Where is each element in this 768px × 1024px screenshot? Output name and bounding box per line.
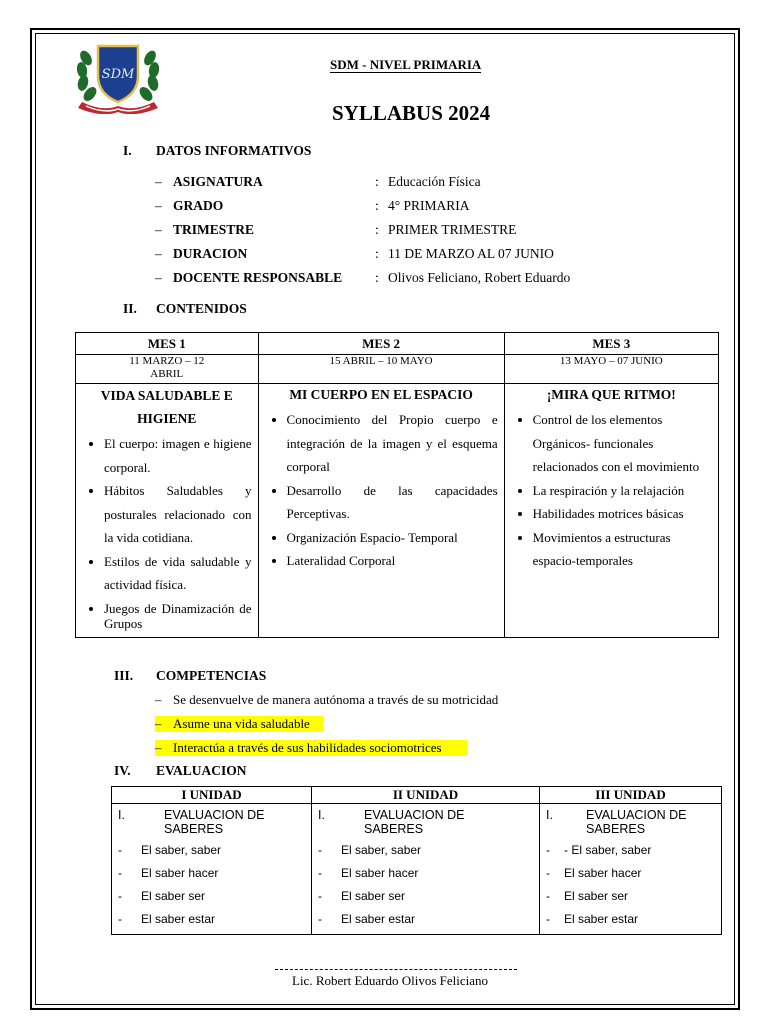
signature-name: Lic. Robert Eduardo Olivos Feliciano (292, 973, 489, 988)
ev-text: El saber estar (341, 912, 416, 926)
ev-item (312, 888, 539, 911)
list-item: • Movimientos a estructuras espacio-temporales (533, 526, 702, 573)
school-header: SDM - NIVEL PRIMARIA (330, 57, 482, 72)
list-item: • Juegos de Dinamización de Grupos (104, 601, 252, 631)
ev-text: El saber, saber (341, 843, 422, 857)
mes-items (505, 408, 718, 573)
ev-dash: - (118, 889, 122, 903)
info-key: GRADO (173, 198, 224, 213)
evaluacion-heading (312, 808, 539, 842)
info-dash: – (155, 270, 162, 285)
list-item: • Estilos de vida saludable y actividad física. (104, 550, 252, 597)
section-label: CONTENIDOS (156, 301, 247, 316)
info-colon: : (375, 174, 379, 189)
page-title: SYLLABUS 2024 (332, 101, 491, 125)
ev-dash: - (318, 866, 322, 880)
ev-dash: - (118, 843, 122, 857)
list-item: • La respiración y la relajación (533, 479, 702, 503)
mes-items (259, 408, 504, 573)
evaluacion-table (111, 786, 722, 935)
ev-item (540, 865, 721, 888)
ev-dash: - (118, 866, 122, 880)
mes-header: MES 3 (504, 333, 718, 355)
ev-item (312, 865, 539, 888)
competencia-item-highlighted (155, 740, 467, 756)
ev-item (312, 911, 539, 934)
ev-number: I. (546, 808, 553, 822)
ev-item (540, 842, 721, 865)
ev-item (112, 911, 311, 934)
ev-dash: - (546, 843, 550, 857)
mes-topic-title: MI CUERPO EN EL ESPACIO (289, 387, 473, 402)
competencia-item-highlighted (155, 716, 323, 732)
section-number: I. (123, 143, 132, 158)
info-value: Olivos Feliciano, Robert Eduardo (388, 270, 571, 285)
ev-dash: - (318, 843, 322, 857)
unidad-header: II UNIDAD (312, 787, 540, 804)
mes-dates: 15 ABRIL – 10 MAYO (258, 355, 504, 384)
section-number: III. (114, 668, 134, 683)
ev-text: El saber ser (141, 889, 206, 903)
ev-title: EVALUACION DE SABERES (586, 808, 687, 836)
info-colon: : (375, 270, 379, 285)
info-key: DURACION (173, 246, 248, 261)
ev-dash: - (546, 866, 550, 880)
info-value: 11 DE MARZO AL 07 JUNIO (388, 246, 554, 261)
ev-number: I. (118, 808, 125, 822)
section-number: II. (123, 301, 137, 316)
info-dash: – (155, 246, 162, 261)
mes-dates (76, 355, 259, 384)
mes-items (76, 432, 258, 631)
info-dash: – (155, 222, 162, 237)
info-value: Educación Física (388, 174, 481, 189)
unidad-content (112, 804, 312, 935)
info-key: TRIMESTRE (173, 222, 255, 237)
ev-text: El saber hacer (341, 866, 419, 880)
ev-title: EVALUACION DE SABERES (364, 808, 465, 836)
competencia-dash: – (155, 716, 162, 731)
signature-line (275, 969, 517, 970)
info-key: DOCENTE RESPONSABLE (173, 270, 343, 285)
ev-dash: - (318, 912, 322, 926)
info-colon: : (375, 246, 379, 261)
ev-text: El saber estar (141, 912, 216, 926)
list-item: • Desarrollo de las capacidades Perceptivas. (287, 479, 498, 526)
competencia-text: Interactúa a través de sus habilidades sociomotrices (173, 740, 442, 755)
list-item: • El cuerpo: imagen e higiene corporal. (104, 432, 252, 479)
mes-dates-text: 11 MARZO – 12 ABRIL (129, 355, 205, 380)
evaluacion-heading (540, 808, 721, 842)
ev-dash: - (546, 889, 550, 903)
ev-item (540, 911, 721, 934)
ev-dash: - (118, 912, 122, 926)
ev-text: El saber hacer (141, 866, 219, 880)
list-item: • Control de los elementos Orgánicos- funcionales relacionados con el movimiento (533, 408, 702, 479)
ev-text: - El saber, saber (564, 843, 652, 857)
ev-item (112, 888, 311, 911)
mes-topic-title: VIDA SALUDABLE E HIGIENE (100, 388, 233, 426)
info-dash: – (155, 174, 162, 189)
mes-header: MES 1 (76, 333, 259, 355)
school-logo (72, 40, 164, 114)
mes-dates: 13 MAYO – 07 JUNIO (504, 355, 718, 384)
svg-text:SDM: SDM (101, 67, 135, 82)
mes-header: MES 2 (258, 333, 504, 355)
ev-dash: - (546, 912, 550, 926)
ev-item (112, 865, 311, 888)
list-item: • Conocimiento del Propio cuerpo e integración de la imagen y el esquema corporal (287, 408, 498, 479)
list-item: • Lateralidad Corporal (287, 549, 498, 573)
ev-item (540, 888, 721, 911)
list-item: • Habilidades motrices básicas (533, 502, 702, 526)
info-key: ASIGNATURA (173, 174, 263, 189)
mes-content (76, 384, 259, 638)
competencia-text: Se desenvuelve de manera autónoma a través de su motricidad (173, 692, 499, 707)
info-value: 4° PRIMARIA (388, 198, 470, 213)
ev-number: I. (318, 808, 325, 822)
mes-topic-title: ¡MIRA QUE RITMO! (546, 387, 676, 402)
ev-text: El saber, saber (141, 843, 222, 857)
contenidos-table (75, 332, 719, 638)
unidad-header: I UNIDAD (112, 787, 312, 804)
info-dash: – (155, 198, 162, 213)
section-label: EVALUACION (156, 763, 247, 778)
section-label: DATOS INFORMATIVOS (156, 143, 312, 158)
mes-content (258, 384, 504, 638)
unidad-content (540, 804, 722, 935)
ev-title: EVALUACION DE SABERES (164, 808, 265, 836)
list-item: • Hábitos Saludables y posturales relacionado con la vida cotidiana. (104, 479, 252, 550)
competencia-text: Asume una vida saludable (173, 716, 310, 731)
info-value: PRIMER TRIMESTRE (388, 222, 517, 237)
ev-text: El saber ser (564, 889, 629, 903)
mes-content (504, 384, 718, 638)
competencia-dash: – (155, 692, 162, 707)
info-colon: : (375, 222, 379, 237)
ev-dash: - (318, 889, 322, 903)
info-colon: : (375, 198, 379, 213)
ev-item (312, 842, 539, 865)
evaluacion-heading (112, 808, 311, 842)
ev-item (112, 842, 311, 865)
ev-text: El saber ser (341, 889, 406, 903)
section-label: COMPETENCIAS (156, 668, 267, 683)
unidad-header: III UNIDAD (540, 787, 722, 804)
list-item: • Organización Espacio- Temporal (287, 526, 498, 550)
competencia-dash: – (155, 740, 162, 755)
ev-text: El saber estar (564, 912, 639, 926)
section-number: IV. (114, 763, 131, 778)
unidad-content (312, 804, 540, 935)
ev-text: El saber hacer (564, 866, 642, 880)
